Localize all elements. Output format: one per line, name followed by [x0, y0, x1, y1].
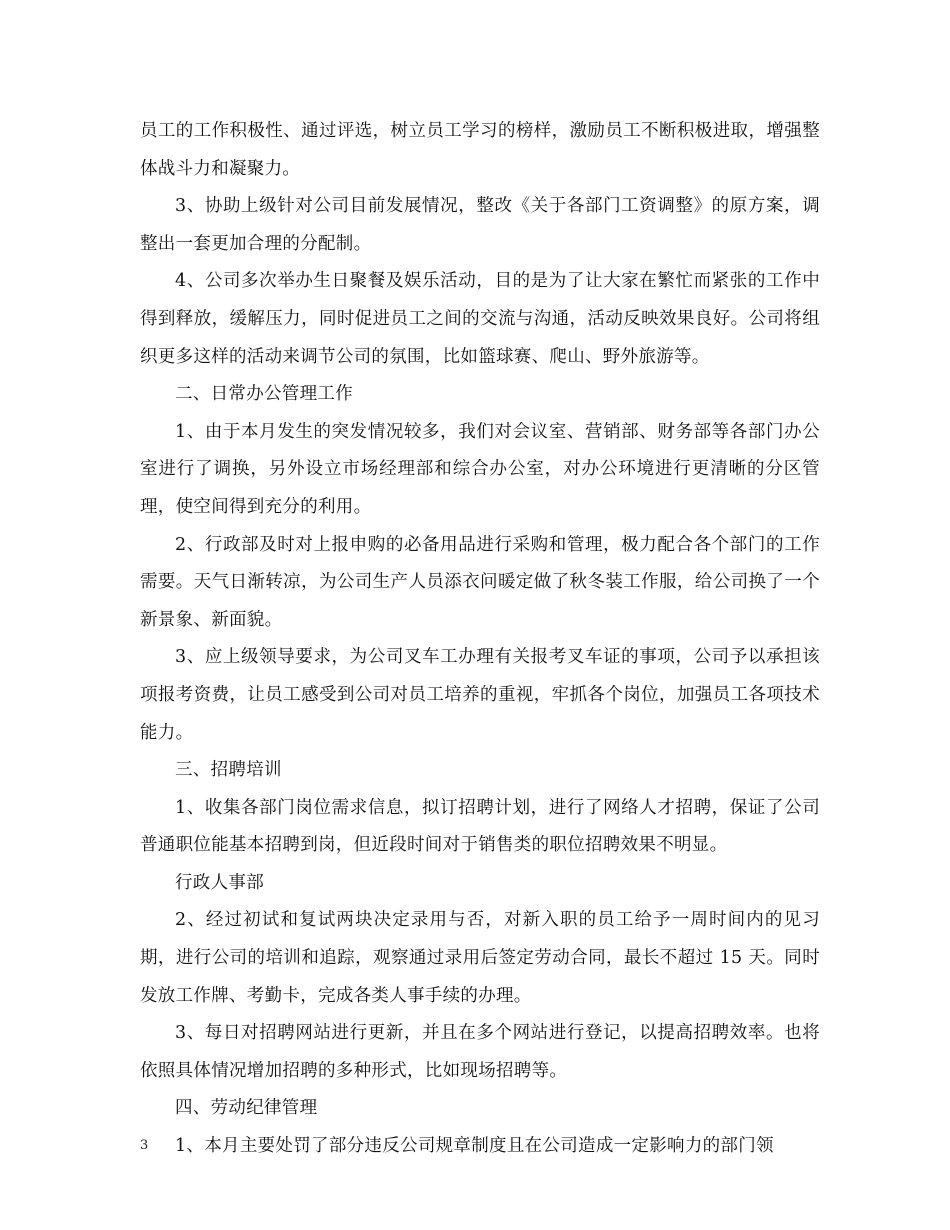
section-heading: 二、日常办公管理工作: [175, 384, 353, 405]
paragraph: 1、收集各部门岗位需求信息，拟订招聘计划，进行了网络人才招聘，保证了公司普通职位能基本招聘到岗，但近段时间对于销售类的职位招聘效果不明显。: [140, 797, 820, 856]
paragraph: 3、应上级领导要求，为公司叉车工办理有关报考叉车证的事项，公司予以承担该项报考资费，让员工感受到公司对员工培养的重视，牢抓各个岗位，加强员工各项技术能力。: [140, 647, 820, 743]
body-text: [140, 113, 820, 1166]
section-heading: 四、劳动纪律管理: [175, 1098, 318, 1119]
paragraph: 3、每日对招聘网站进行更新，并且在多个网站进行登记，以提高招聘效率。也将依照具体情况增加招聘的多种形式，比如现场招聘等。: [140, 1023, 820, 1081]
paragraph: 1、由于本月发生的突发情况较多，我们对会议室、营销部、财务部等各部门办公室进行了调换，另外设立市场经理部和综合办公室，对办公环境进行更清晰的分区管理，使空间得到充分的利用。: [140, 421, 820, 517]
page-number: 3: [140, 1138, 149, 1153]
paragraph: 2、经过初试和复试两块决定录用与否，对新入职的员工给予一周时间内的见习期，进行公司的培训和追踪，观察通过录用后签定劳动合同，最长不超过 15 天。同时发放工作牌、考勤卡，完成各类人事手续的办理。: [140, 910, 820, 1006]
paragraph: 2、行政部及时对上报申购的必备用品进行采购和管理，极力配合各个部门的工作需要。天气日渐转凉，为公司生产人员添衣问暖定做了秋冬装工作服，给公司换了一个新景象、新面貌。: [140, 534, 820, 630]
section-heading: 行政人事部: [175, 872, 264, 893]
paragraph: 3、协助上级针对公司目前发展情况，整改《关于各部门工资调整》的原方案，调整出一套更加合理的分配制。: [140, 196, 820, 254]
paragraph: 1、本月主要处罚了部分违反公司规章制度且在公司造成一定影响力的部门领: [175, 1136, 774, 1157]
paragraph: 员工的工作积极性、通过评选，树立员工学习的榜样，激励员工不断积极进取，增强整体战斗力和凝聚力。: [140, 121, 820, 179]
paragraph: 4、公司多次举办生日聚餐及娱乐活动，目的是为了让大家在繁忙而紧张的工作中得到释放，缓解压力，同时促进员工之间的交流与沟通，活动反映效果良好。公司将组织更多这样的活动来调节公司的氛围，比如篮球赛、爬山、野外旅游等。: [140, 271, 820, 367]
section-heading: 三、招聘培训: [175, 760, 282, 781]
